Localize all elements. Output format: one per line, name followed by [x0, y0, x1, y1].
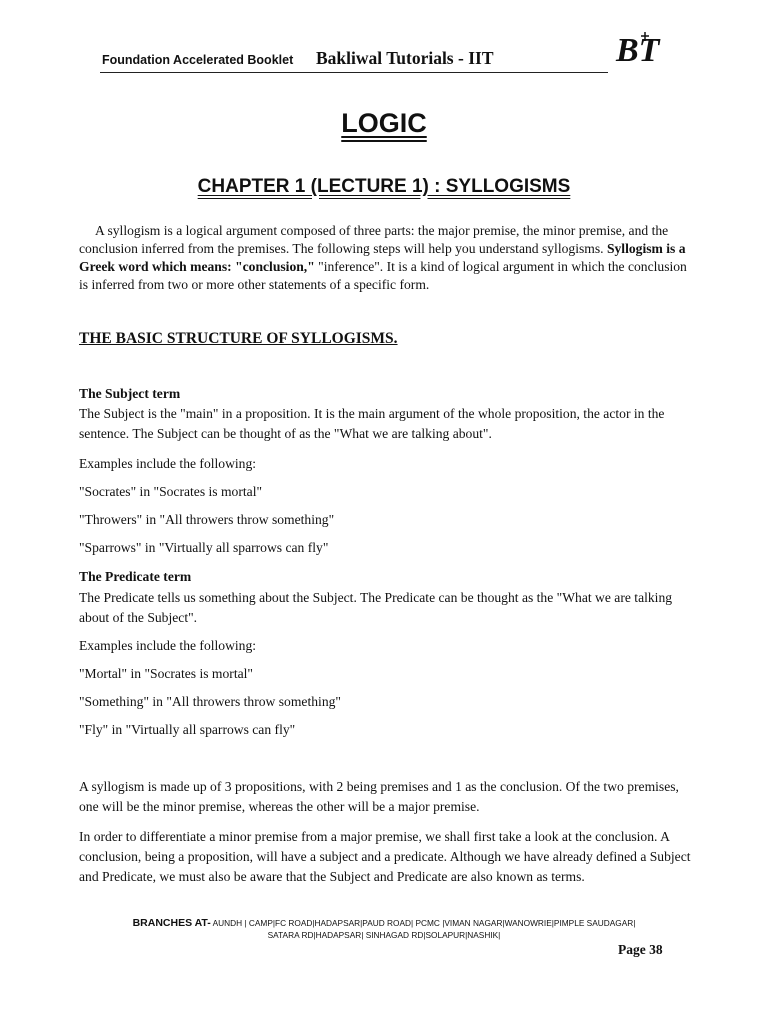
subject-example: "Throwers" in "All throwers throw something": [79, 512, 335, 527]
branches-line-1: AUNDH | CAMP|FC ROAD|HADAPSAR|PAUD ROAD| PCMC |VIMAN NAGAR|WANOWRIE|PIMPLE SAUDAGAR|: [210, 918, 636, 928]
page-header: [100, 48, 608, 73]
predicate-examples-intro: Examples include the following:: [79, 638, 257, 653]
branches-label: BRANCHES AT-: [132, 917, 211, 929]
subject-example: "Sparrows" in "Virtually all sparrows can fly": [79, 540, 329, 555]
predicate-description: The Predicate tells us something about the Subject. The Predicate can be thought as the "What we are talking about of the Subject".: [79, 590, 673, 625]
terms-paragraph: In order to differentiate a minor premise from a major premise, we shall first take a look at the conclusion. A conclusion, being a proposition, will have a subject and a predicate. Although we have already defined a Subject and Predicate, we must also be aware that the Subject and Predicate are also known as terms.: [79, 829, 691, 884]
intro-bold-phrase: Syllogism is a Greek word which means: "conclusion,": [79, 241, 686, 274]
predicate-example: "Mortal" in "Socrates is mortal": [79, 666, 253, 681]
intro-paragraph: A syllogism is a logical argument composed of three parts: the major premise, the minor premise, and the conclusion inferred from the premises. The following steps will help you understand syllogisms. Syllogism is a Greek word which means: "conclusion," "inference". It is a kind of logical argument in which the conclusion is inferred from two or more other statements of a specific form.: [79, 223, 687, 292]
bt-logo: [612, 28, 668, 68]
propositions-paragraph: A syllogism is made up of 3 propositions, with 2 being premises and 1 as the conclusion. Of the two premises, one will be the minor premise, whereas the other will be a major premise.: [79, 779, 679, 814]
branches-line-2: SATARA RD|HADAPSAR| SINHAGAD RD|SOLAPUR|NASHIK|: [267, 930, 501, 940]
booklet-name: Foundation Accelerated Booklet: [102, 53, 294, 67]
subject-description: The Subject is the "main" in a proposition. It is the main argument of the whole proposition, the actor in the sentence. The Subject can be thought of as the "What we are talking about".: [79, 406, 665, 441]
svg-text:BT: BT: [616, 32, 660, 68]
predicate-example: "Something" in "All throwers throw something": [79, 694, 341, 709]
section-heading: THE BASIC STRUCTURE OF SYLLOGISMS.: [79, 330, 398, 347]
predicate-example: "Fly" in "Virtually all sparrows can fly": [79, 722, 296, 737]
brand-name: Bakliwal Tutorials - IIT: [316, 48, 494, 68]
subject-examples-intro: Examples include the following:: [79, 456, 257, 471]
subject-example: "Socrates" in "Socrates is mortal": [79, 484, 263, 499]
page-number: Page 38: [618, 942, 663, 957]
branches-footer: [0, 917, 768, 941]
chapter-title: CHAPTER 1 (LECTURE 1) : SYLLOGISMS: [197, 176, 571, 197]
predicate-heading: The Predicate term: [79, 569, 192, 584]
subject-heading: The Subject term: [79, 386, 181, 401]
page-title: LOGIC: [341, 108, 427, 138]
